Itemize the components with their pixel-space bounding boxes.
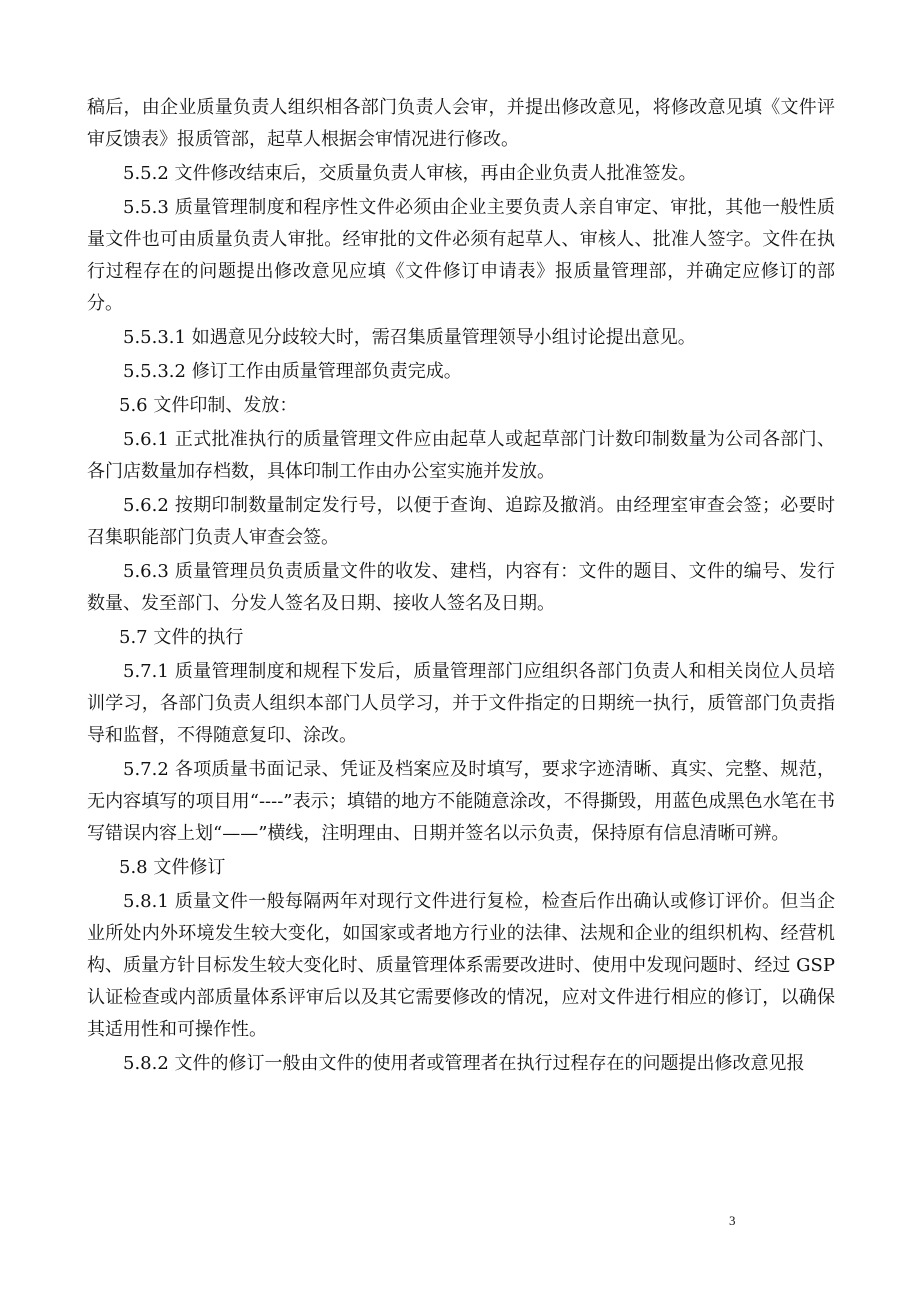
paragraph-5-6-2: 5.6.2 按期印制数量制定发行号，以便于查询、追踪及撤消。由经理室审查会签；必要时召集职能部门负责人审查会签。 <box>87 495 835 548</box>
paragraph-5-5-2: 5.5.2 文件修改结束后，交质量负责人审核，再由企业负责人批准签发。 <box>123 163 697 184</box>
paragraph-5-5-3-1: 5.5.3.1 如遇意见分歧较大时，需召集质量管理领导小组讨论提出意见。 <box>123 327 696 348</box>
paragraph-5-8-1: 5.8.1 质量文件一般每隔两年对现行文件进行复检，检查后作出确认或修订评价。但当企业所处内外环境发生较大变化，如国家或者地方行业的法律、法规和企业的组织机构、经营机构、质量方针目标发生较大变化时、质量管理体系需要改进时、使用中发现问题时、经过 GSP 认证检查或内部质量体系评审后以及其它需要修改的情况，应对文件进行相应的修订，以确保其适用性和可操作性。 <box>87 891 835 1040</box>
paragraph-5-8-2: 5.8.2 文件的修订一般由文件的使用者或管理者在执行过程存在的问题提出修改意见报 <box>123 1053 805 1074</box>
page-number: 3 <box>729 1213 736 1228</box>
paragraph-5-7-2: 5.7.2 各项质量书面记录、凭证及档案应及时填写，要求字迹清晰、真实、完整、规范，无内容填写的项目用“----”表示；填错的地方不能随意涂改，不得撕毁，用蓝色成黑色水笔在书写错误内容上划“——”横线，注明理由、日期并签名以示负责，保持原有信息清晰可辨。 <box>87 759 835 844</box>
paragraph-5-5-3-2: 5.5.3.2 修订工作由质量管理部负责完成。 <box>123 361 462 382</box>
paragraph-5-5-3: 5.5.3 质量管理制度和程序性文件必须由企业主要负责人亲自审定、审批，其他一般性质量文件也可由质量负责人审批。经审批的文件必须有起草人、审核人、批准人签字。文件在执行过程存在的问题提出修改意见应填《文件修订申请表》报质量管理部，并确定应修订的部分。 <box>87 197 835 314</box>
section-heading-5-8: 5.8 文件修订 <box>119 857 226 878</box>
paragraph-5-7-1: 5.7.1 质量管理制度和规程下发后，质量管理部门应组织各部门负责人和相关岗位人员培训学习，各部门负责人组织本部门人员学习，并于文件指定的日期统一执行，质管部门负责指导和监督，不得随意复印、涂改。 <box>87 661 835 746</box>
paragraph-5-6-1: 5.6.1 正式批准执行的质量管理文件应由起草人或起草部门计数印制数量为公司各部门、各门店数量加存档数，具体印制工作由办公室实施并发放。 <box>87 429 835 482</box>
paragraph-5-6-3: 5.6.3 质量管理员负责质量文件的收发、建档，内容有：文件的题目、文件的编号、发行数量、发至部门、分发人签名及日期、接收人签名及日期。 <box>87 561 835 614</box>
document-body <box>87 92 835 1082</box>
paragraph-continuation: 稿后，由企业质量负责人组织相各部门负责人会审，并提出修改意见，将修改意见填《文件评审反馈表》报质管部，起草人根据会审情况进行修改。 <box>87 97 835 150</box>
section-heading-5-7: 5.7 文件的执行 <box>119 627 244 648</box>
section-heading-5-6: 5.6 文件印制、发放： <box>119 395 298 416</box>
